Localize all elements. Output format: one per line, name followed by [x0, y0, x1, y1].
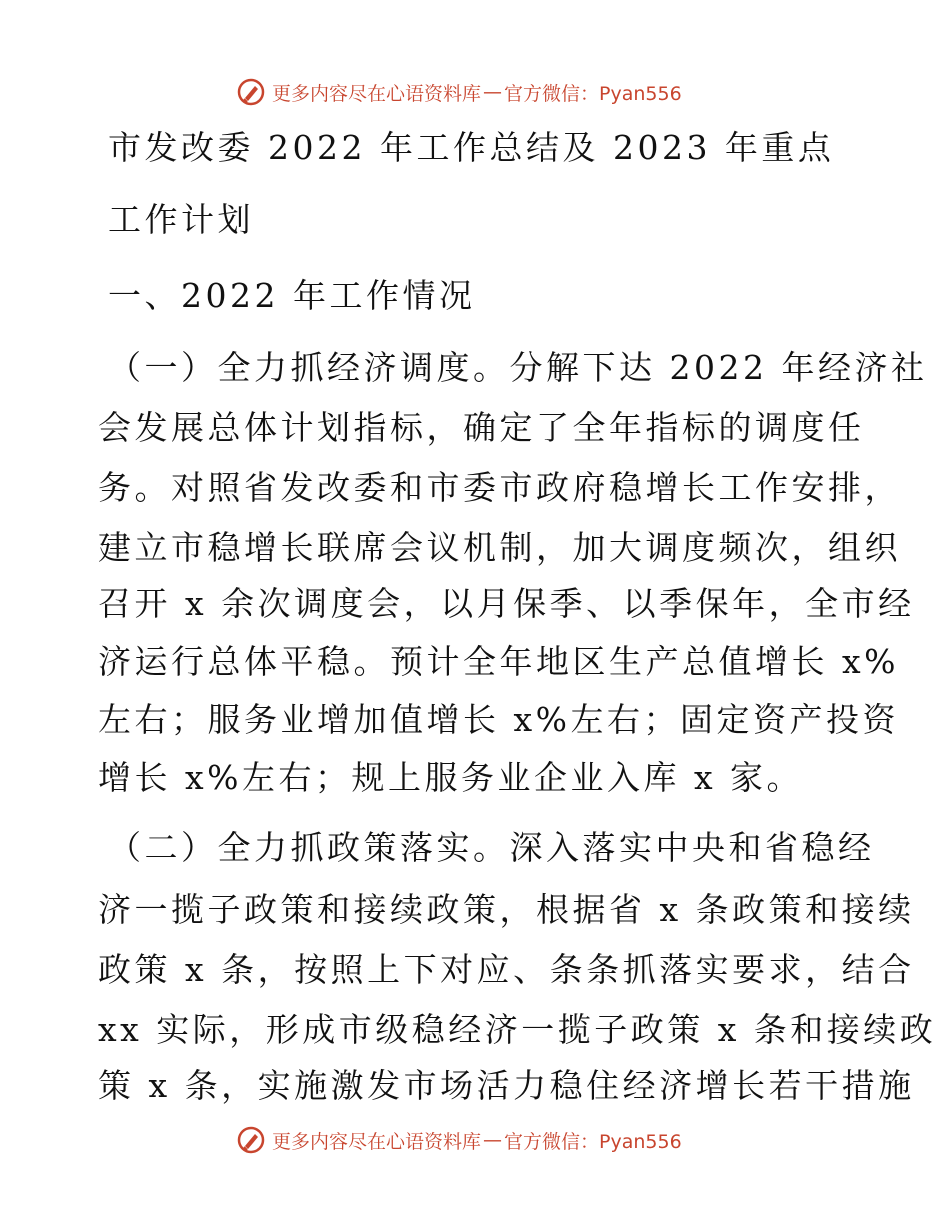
paragraph-2-line: xx 实际，形成市级稳经济一揽子政策 x 条和接续政: [98, 1010, 937, 1049]
pen-logo-icon: [236, 1125, 266, 1155]
watermark-separator: —: [483, 1129, 503, 1151]
paragraph-2-line: 策 x 条，实施激发市场活力稳住经济增长若干措施: [98, 1066, 915, 1105]
watermark-footer: [236, 1122, 682, 1158]
watermark-header: [236, 74, 682, 110]
paragraph-1-line: （一）全力抓经济调度。分解下达 2022 年经济社: [108, 348, 928, 387]
watermark-suffix: 官方微信：Pyan556: [504, 82, 682, 105]
document-title-line-1: 市发改委 2022 年工作总结及 2023 年重点: [108, 128, 835, 167]
paragraph-1-line: 增长 x%左右；规上服务业企业入库 x 家。: [98, 758, 804, 797]
watermark-separator: —: [483, 81, 503, 103]
paragraph-1-line: 会发展总体计划指标，确定了全年指标的调度任: [98, 408, 865, 447]
paragraph-1-line: 召开 x 余次调度会，以月保季、以季保年，全市经: [98, 584, 915, 623]
document-title-line-2: 工作计划: [108, 200, 254, 239]
paragraph-1-line: 左右；服务业增加值增长 x%左右；固定资产投资: [98, 700, 899, 739]
paragraph-1-line: 建立市稳增长联席会议机制，加大调度频次，组织: [98, 528, 901, 567]
paragraph-2-line: 政策 x 条，按照上下对应、条条抓落实要求，结合: [98, 950, 915, 989]
paragraph-2-line: （二）全力抓政策落实。深入落实中央和省稳经: [108, 828, 875, 867]
watermark-prefix: 更多内容尽在心语资料库: [272, 82, 482, 105]
paragraph-2-line: 济一揽子政策和接续政策，根据省 x 条政策和接续: [98, 890, 915, 929]
paragraph-1-line: 济运行总体平稳。预计全年地区生产总值增长 x%: [98, 642, 899, 681]
paragraph-1-line: 务。对照省发改委和市委市政府稳增长工作安排，: [98, 468, 901, 507]
watermark-prefix: 更多内容尽在心语资料库: [272, 1130, 482, 1153]
watermark-suffix: 官方微信：Pyan556: [504, 1130, 682, 1153]
pen-logo-icon: [236, 77, 266, 107]
section-heading: 一、2022 年工作情况: [108, 276, 476, 315]
